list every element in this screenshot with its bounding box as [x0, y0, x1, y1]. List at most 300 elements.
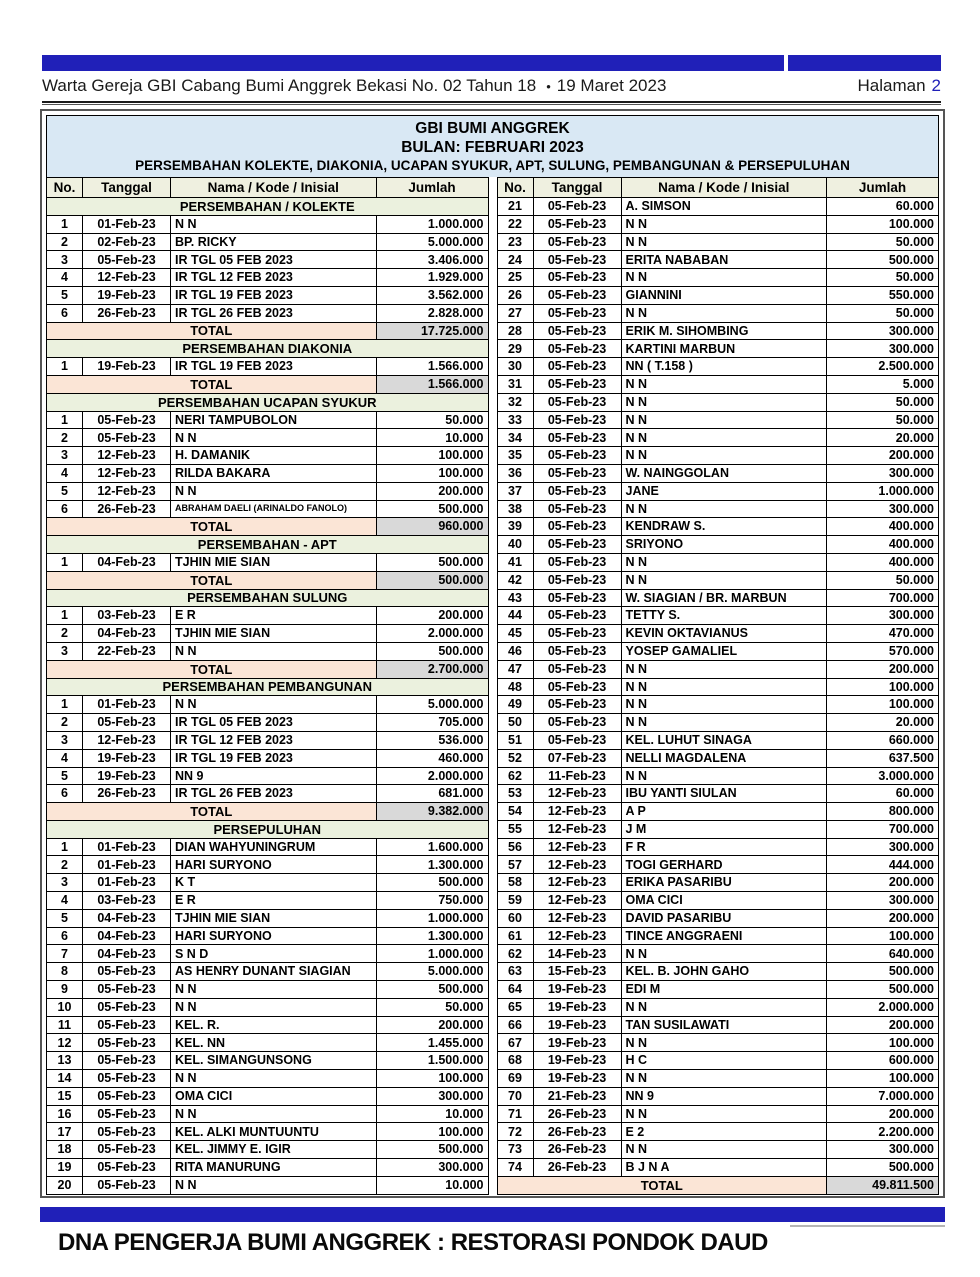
row-number: 9: [47, 981, 83, 999]
table-row: [47, 553, 489, 571]
row-date: 05-Feb-23: [533, 731, 621, 749]
row-date: 19-Feb-23: [533, 1016, 621, 1034]
table-row: [47, 482, 489, 500]
row-name: N N: [171, 482, 377, 500]
row-name: N N: [621, 945, 827, 963]
row-number: 3: [47, 731, 83, 749]
row-name: NN ( T.158 ): [621, 358, 827, 376]
row-amount: 100.000: [827, 678, 939, 696]
row-amount: 460.000: [376, 749, 488, 767]
row-number: 43: [497, 589, 533, 607]
table-row: [497, 963, 939, 981]
report-month: BULAN: FEBRUARI 2023: [401, 139, 584, 156]
table-row: [497, 1034, 939, 1052]
row-date: 22-Feb-23: [83, 642, 171, 660]
table-row: [497, 945, 939, 963]
table-row: [497, 269, 939, 287]
col-header-jumlah: Jumlah: [376, 178, 488, 198]
row-amount: 300.000: [827, 1141, 939, 1159]
row-name: N N: [171, 1105, 377, 1123]
row-number: 15: [47, 1087, 83, 1105]
row-amount: 1.566.000: [376, 358, 488, 376]
row-date: 05-Feb-23: [533, 589, 621, 607]
section-header-row: [47, 820, 489, 838]
table-row: [497, 553, 939, 571]
row-number: 48: [497, 678, 533, 696]
row-amount: 470.000: [827, 625, 939, 643]
table-row: [497, 696, 939, 714]
row-date: 26-Feb-23: [533, 1123, 621, 1141]
table-row: [497, 1123, 939, 1141]
top-navy-bar: [42, 55, 941, 71]
row-amount: 200.000: [827, 874, 939, 892]
row-date: 12-Feb-23: [533, 927, 621, 945]
row-name: YOSEP GAMALIEL: [621, 642, 827, 660]
row-name: N N: [621, 998, 827, 1016]
row-date: 05-Feb-23: [533, 251, 621, 269]
row-amount: 5.000: [827, 375, 939, 393]
row-date: 05-Feb-23: [83, 1123, 171, 1141]
row-amount: 50.000: [827, 571, 939, 589]
right-table: [497, 177, 940, 1195]
row-amount: 50.000: [827, 411, 939, 429]
bullet-separator: •: [546, 79, 551, 94]
table-row: [47, 874, 489, 892]
table-row: [497, 998, 939, 1016]
table-row: [497, 518, 939, 536]
row-date: 05-Feb-23: [533, 464, 621, 482]
row-number: 64: [497, 981, 533, 999]
row-date: 07-Feb-23: [533, 749, 621, 767]
row-date: 05-Feb-23: [83, 1016, 171, 1034]
row-number: 26: [497, 286, 533, 304]
row-amount: 100.000: [827, 927, 939, 945]
row-number: 18: [47, 1141, 83, 1159]
row-number: 51: [497, 731, 533, 749]
table-row: [497, 286, 939, 304]
table-row: [497, 909, 939, 927]
row-name: N N: [621, 767, 827, 785]
row-amount: 20.000: [827, 429, 939, 447]
table-row: [47, 1105, 489, 1123]
row-number: 1: [47, 215, 83, 233]
row-name: TAN SUSILAWATI: [621, 1016, 827, 1034]
row-date: 05-Feb-23: [533, 286, 621, 304]
row-name: ERIKA PASARIBU: [621, 874, 827, 892]
column-header-row: [47, 178, 489, 198]
row-number: 45: [497, 625, 533, 643]
row-name: K T: [171, 874, 377, 892]
row-date: 26-Feb-23: [533, 1141, 621, 1159]
row-date: 26-Feb-23: [83, 304, 171, 322]
total-amount: 960.000: [376, 518, 488, 536]
row-number: 2: [47, 714, 83, 732]
row-name: N N: [621, 500, 827, 518]
row-name: OMA CICI: [171, 1087, 377, 1105]
table-row: [47, 1070, 489, 1088]
row-number: 5: [47, 482, 83, 500]
row-amount: 2.000.000: [376, 767, 488, 785]
row-name: E 2: [621, 1123, 827, 1141]
row-amount: 200.000: [827, 1105, 939, 1123]
row-date: 05-Feb-23: [533, 304, 621, 322]
row-date: 05-Feb-23: [533, 482, 621, 500]
table-row: [497, 1052, 939, 1070]
row-name: N N: [621, 1034, 827, 1052]
row-number: 62: [497, 945, 533, 963]
footer-navy-bar: [40, 1207, 945, 1222]
row-date: 05-Feb-23: [83, 963, 171, 981]
row-name: SRIYONO: [621, 536, 827, 554]
total-row: [47, 571, 489, 589]
row-date: 05-Feb-23: [533, 518, 621, 536]
total-label: TOTAL: [47, 322, 377, 340]
row-date: 26-Feb-23: [533, 1159, 621, 1177]
table-row: [497, 1141, 939, 1159]
table-row: [497, 1087, 939, 1105]
row-name: ERITA NABABAN: [621, 251, 827, 269]
row-amount: 1.500.000: [376, 1052, 488, 1070]
row-amount: 400.000: [827, 536, 939, 554]
row-name: GIANNINI: [621, 286, 827, 304]
row-number: 17: [47, 1123, 83, 1141]
col-header-tanggal: Tanggal: [83, 178, 171, 198]
table-row: [497, 322, 939, 340]
table-row: [47, 892, 489, 910]
total-row: [47, 803, 489, 821]
section-header-row: [47, 589, 489, 607]
section-title: PERSEPULUHAN: [47, 820, 489, 838]
row-name: N N: [621, 429, 827, 447]
row-date: 05-Feb-23: [83, 1070, 171, 1088]
section-title: PERSEMBAHAN SULUNG: [47, 589, 489, 607]
table-row: [47, 642, 489, 660]
row-number: 38: [497, 500, 533, 518]
row-amount: 60.000: [827, 198, 939, 216]
row-number: 55: [497, 820, 533, 838]
row-amount: 100.000: [827, 696, 939, 714]
row-number: 2: [47, 233, 83, 251]
row-date: 05-Feb-23: [533, 536, 621, 554]
row-date: 12-Feb-23: [533, 820, 621, 838]
section-title: PERSEMBAHAN UCAPAN SYUKUR: [47, 393, 489, 411]
row-date: 05-Feb-23: [533, 447, 621, 465]
table-row: [497, 927, 939, 945]
row-number: 66: [497, 1016, 533, 1034]
row-number: 34: [497, 429, 533, 447]
row-amount: 500.000: [376, 1141, 488, 1159]
table-row: [47, 358, 489, 376]
row-number: 10: [47, 998, 83, 1016]
row-date: 05-Feb-23: [83, 429, 171, 447]
row-amount: 3.406.000: [376, 251, 488, 269]
row-date: 12-Feb-23: [83, 464, 171, 482]
row-date: 12-Feb-23: [533, 803, 621, 821]
row-amount: 500.000: [827, 981, 939, 999]
row-date: 05-Feb-23: [83, 1141, 171, 1159]
table-row: [47, 998, 489, 1016]
row-name: E R: [171, 607, 377, 625]
row-number: 65: [497, 998, 533, 1016]
row-number: 28: [497, 322, 533, 340]
table-row: [497, 749, 939, 767]
row-amount: 10.000: [376, 1176, 488, 1194]
row-number: 6: [47, 785, 83, 803]
total-label: TOTAL: [497, 1176, 827, 1194]
row-amount: 300.000: [827, 500, 939, 518]
row-name: TETTY S.: [621, 607, 827, 625]
table-row: [497, 464, 939, 482]
col-header-nama: Nama / Kode / Inisial: [621, 178, 827, 198]
row-name: N N: [621, 1105, 827, 1123]
row-number: 44: [497, 607, 533, 625]
row-date: 01-Feb-23: [83, 838, 171, 856]
masthead-title: [42, 76, 672, 96]
table-row: [47, 1034, 489, 1052]
row-amount: 800.000: [827, 803, 939, 821]
table-row: [47, 447, 489, 465]
row-amount: 500.000: [827, 251, 939, 269]
row-number: 4: [47, 749, 83, 767]
row-number: 46: [497, 642, 533, 660]
table-row: [47, 215, 489, 233]
row-amount: 750.000: [376, 892, 488, 910]
row-date: 15-Feb-23: [533, 963, 621, 981]
row-number: 60: [497, 909, 533, 927]
row-name: J M: [621, 820, 827, 838]
row-name: N N: [621, 304, 827, 322]
row-amount: 570.000: [827, 642, 939, 660]
row-number: 6: [47, 500, 83, 518]
row-number: 41: [497, 553, 533, 571]
right-table-body: [497, 198, 939, 1195]
row-amount: 660.000: [827, 731, 939, 749]
row-amount: 400.000: [827, 518, 939, 536]
row-name: N N: [621, 1141, 827, 1159]
footer-headline: DNA PENGERJA BUMI ANGGREK : RESTORASI PONDOK DAUD: [58, 1229, 768, 1256]
table-row: [47, 785, 489, 803]
row-date: 05-Feb-23: [533, 642, 621, 660]
masthead-date: 19 Maret 2023: [556, 76, 667, 95]
row-number: 1: [47, 358, 83, 376]
table-row: [47, 1123, 489, 1141]
row-date: 05-Feb-23: [533, 198, 621, 216]
total-amount: 2.700.000: [376, 660, 488, 678]
table-row: [497, 589, 939, 607]
total-amount: 1.566.000: [376, 375, 488, 393]
row-amount: 500.000: [376, 981, 488, 999]
row-name: N N: [171, 1176, 377, 1194]
row-date: 05-Feb-23: [533, 375, 621, 393]
row-date: 19-Feb-23: [83, 358, 171, 376]
row-name: KEL. B. JOHN GAHO: [621, 963, 827, 981]
row-amount: 50.000: [827, 393, 939, 411]
row-name: N N: [621, 696, 827, 714]
table-row: [497, 607, 939, 625]
row-number: 14: [47, 1070, 83, 1088]
row-amount: 100.000: [827, 215, 939, 233]
row-name: N N: [621, 375, 827, 393]
table-row: [47, 1087, 489, 1105]
row-date: 05-Feb-23: [533, 678, 621, 696]
table-row: [497, 411, 939, 429]
row-number: 4: [47, 269, 83, 287]
row-amount: 500.000: [376, 500, 488, 518]
table-row: [497, 500, 939, 518]
row-number: 3: [47, 447, 83, 465]
table-row: [47, 411, 489, 429]
row-date: 12-Feb-23: [83, 482, 171, 500]
row-amount: 20.000: [827, 714, 939, 732]
row-amount: 300.000: [827, 607, 939, 625]
masthead-title-text: Warta Gereja GBI Cabang Bumi Anggrek Bekasi No. 02 Tahun 18: [42, 76, 537, 95]
row-amount: 100.000: [376, 464, 488, 482]
row-date: 03-Feb-23: [83, 892, 171, 910]
row-amount: 100.000: [827, 1070, 939, 1088]
row-amount: 1.000.000: [376, 909, 488, 927]
row-date: 05-Feb-23: [83, 1176, 171, 1194]
table-row: [47, 607, 489, 625]
row-number: 5: [47, 909, 83, 927]
section-header-row: [47, 198, 489, 216]
total-label: TOTAL: [47, 518, 377, 536]
row-number: 56: [497, 838, 533, 856]
table-row: [47, 1141, 489, 1159]
table-row: [497, 304, 939, 322]
row-date: 05-Feb-23: [533, 696, 621, 714]
row-name: DAVID PASARIBU: [621, 909, 827, 927]
row-name: KENDRAW S.: [621, 518, 827, 536]
row-amount: 1.455.000: [376, 1034, 488, 1052]
row-number: 2: [47, 625, 83, 643]
row-amount: 100.000: [376, 447, 488, 465]
row-date: 05-Feb-23: [533, 215, 621, 233]
row-date: 01-Feb-23: [83, 696, 171, 714]
row-name: N N: [171, 215, 377, 233]
table-row: [47, 981, 489, 999]
section-header-row: [47, 340, 489, 358]
row-number: 1: [47, 411, 83, 429]
row-name: N N: [621, 1070, 827, 1088]
row-number: 19: [47, 1159, 83, 1177]
row-amount: 681.000: [376, 785, 488, 803]
row-name: KARTINI MARBUN: [621, 340, 827, 358]
row-number: 12: [47, 1034, 83, 1052]
table-row: [497, 660, 939, 678]
row-name: TINCE ANGGRAENI: [621, 927, 827, 945]
row-name: A P: [621, 803, 827, 821]
row-number: 6: [47, 927, 83, 945]
row-date: 05-Feb-23: [533, 393, 621, 411]
row-date: 02-Feb-23: [83, 233, 171, 251]
table-row: [497, 874, 939, 892]
table-row: [47, 856, 489, 874]
row-number: 68: [497, 1052, 533, 1070]
row-name: ERIK M. SIHOMBING: [621, 322, 827, 340]
total-label: TOTAL: [47, 660, 377, 678]
row-date: 19-Feb-23: [83, 286, 171, 304]
row-name: IR TGL 19 FEB 2023: [171, 286, 377, 304]
row-number: 13: [47, 1052, 83, 1070]
row-date: 05-Feb-23: [83, 1159, 171, 1177]
row-date: 12-Feb-23: [533, 785, 621, 803]
row-date: 19-Feb-23: [533, 981, 621, 999]
row-amount: 2.000.000: [376, 625, 488, 643]
row-name: TJHIN MIE SIAN: [171, 553, 377, 571]
row-date: 19-Feb-23: [83, 749, 171, 767]
row-number: 33: [497, 411, 533, 429]
row-date: 05-Feb-23: [83, 1034, 171, 1052]
row-number: 36: [497, 464, 533, 482]
row-number: 2: [47, 429, 83, 447]
row-amount: 600.000: [827, 1052, 939, 1070]
row-date: 12-Feb-23: [533, 909, 621, 927]
row-date: 26-Feb-23: [83, 785, 171, 803]
row-amount: 444.000: [827, 856, 939, 874]
row-amount: 200.000: [827, 660, 939, 678]
row-date: 03-Feb-23: [83, 607, 171, 625]
row-number: 58: [497, 874, 533, 892]
row-name: IR TGL 05 FEB 2023: [171, 714, 377, 732]
section-header-row: [47, 678, 489, 696]
row-number: 4: [47, 892, 83, 910]
row-date: 12-Feb-23: [533, 892, 621, 910]
row-name: IR TGL 12 FEB 2023: [171, 731, 377, 749]
table-row: [47, 909, 489, 927]
row-date: 05-Feb-23: [533, 411, 621, 429]
row-name: TOGI GERHARD: [621, 856, 827, 874]
row-amount: 100.000: [827, 1034, 939, 1052]
row-amount: 637.500: [827, 749, 939, 767]
row-name: F R: [621, 838, 827, 856]
table-row: [47, 251, 489, 269]
table-row: [497, 803, 939, 821]
row-name: NELLI MAGDALENA: [621, 749, 827, 767]
row-date: 05-Feb-23: [83, 1105, 171, 1123]
table-row: [497, 447, 939, 465]
row-name: KEL. LUHUT SINAGA: [621, 731, 827, 749]
row-date: 12-Feb-23: [83, 447, 171, 465]
row-name: IR TGL 19 FEB 2023: [171, 358, 377, 376]
row-name: NERI TAMPUBOLON: [171, 411, 377, 429]
row-name: HARI SURYONO: [171, 927, 377, 945]
row-name: N N: [621, 660, 827, 678]
row-date: 05-Feb-23: [533, 500, 621, 518]
row-name: NN 9: [171, 767, 377, 785]
row-amount: 2.500.000: [827, 358, 939, 376]
row-amount: 300.000: [827, 464, 939, 482]
row-name: IBU YANTI SIULAN: [621, 785, 827, 803]
row-date: 19-Feb-23: [83, 767, 171, 785]
row-number: 61: [497, 927, 533, 945]
section-title: PERSEMBAHAN - APT: [47, 536, 489, 554]
row-name: N N: [171, 998, 377, 1016]
row-name: IR TGL 26 FEB 2023: [171, 304, 377, 322]
table-row: [497, 1159, 939, 1177]
row-amount: 640.000: [827, 945, 939, 963]
row-name: N N: [621, 553, 827, 571]
row-name: N N: [621, 393, 827, 411]
row-number: 63: [497, 963, 533, 981]
row-number: 1: [47, 553, 83, 571]
row-amount: 300.000: [827, 322, 939, 340]
report-frame: [40, 109, 945, 1198]
row-date: 05-Feb-23: [533, 660, 621, 678]
row-amount: 705.000: [376, 714, 488, 732]
report-tables: [46, 177, 939, 1195]
table-row: [47, 269, 489, 287]
row-amount: 300.000: [376, 1159, 488, 1177]
